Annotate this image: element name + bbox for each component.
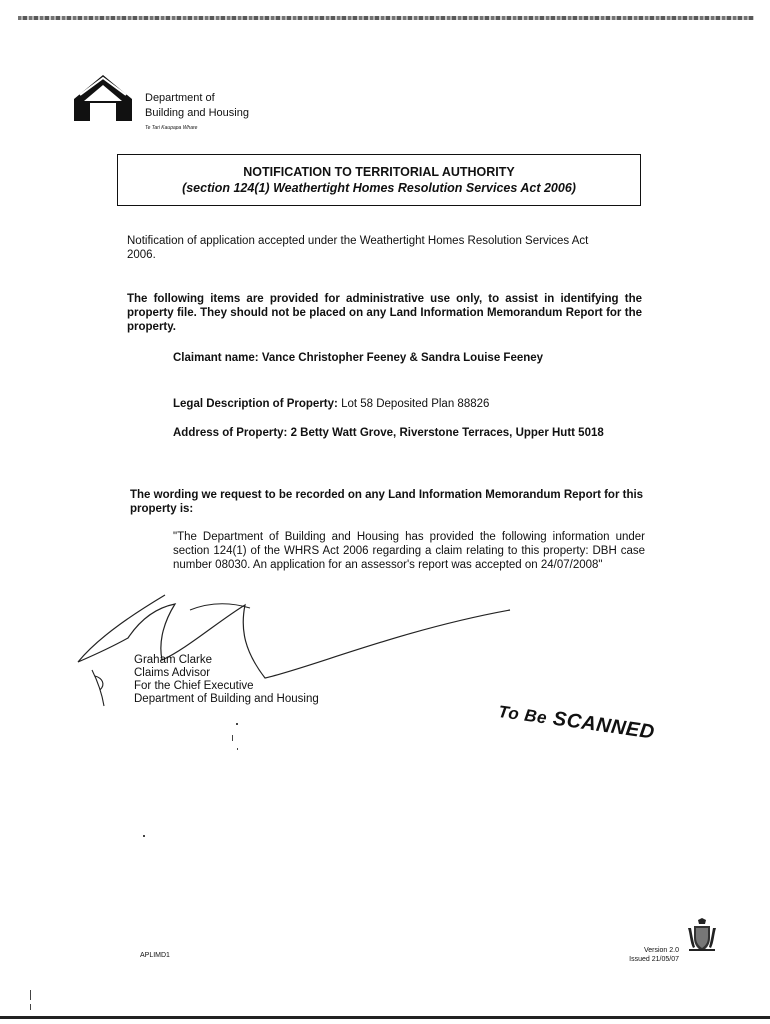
scan-bottom-edge (0, 1016, 770, 1019)
address-label: Address of Property: (173, 427, 288, 439)
notification-title: NOTIFICATION TO TERRITORIAL AUTHORITY (243, 165, 515, 179)
notification-subtitle: (section 124(1) Weathertight Homes Resolution Services Act 2006) (182, 181, 576, 195)
address-value: 2 Betty Watt Grove, Riverstone Terraces, Upper Hutt 5018 (290, 427, 604, 439)
version-label: Version 2.0 (643, 947, 679, 954)
legal-description-line (173, 397, 643, 411)
signatory-department: Department of Building and Housing (134, 693, 319, 705)
wording-request-paragraph: The wording we request to be recorded on any Land Information Memorandum Report for this property is: (130, 489, 644, 515)
signatory-block (134, 654, 434, 706)
signatory-name: Graham Clarke (134, 654, 212, 666)
form-code: APLIMD1 (140, 952, 170, 959)
legal-description-label: Legal Description of Property: (173, 398, 338, 410)
issued-date: Issued 21/05/07 (629, 956, 679, 963)
signatory-for-line: For the Chief Executive (134, 680, 254, 692)
scan-top-edge (18, 16, 754, 20)
claimant-value: Vance Christopher Feeney & Sandra Louise Feeney (261, 352, 544, 364)
notification-title-box (117, 154, 641, 206)
house-roof-logo-icon (72, 73, 134, 123)
legal-description-value: Lot 58 Deposited Plan 88826 (341, 398, 490, 410)
signatory-role: Claims Advisor (134, 667, 211, 679)
department-name (145, 91, 249, 121)
stamp-to-be: To Be (497, 701, 549, 728)
department-maori-name: Te Tari Kaupapa Whare (145, 125, 198, 131)
lim-wording-quote: "The Department of Building and Housing has provided the following information under section 124(1) of the WHRS Act 2006 regarding a claim relating to this property: DBH case number 08030. An application for an assessor's report was accepted on 24/07/2008" (173, 531, 645, 571)
to-be-scanned-stamp (497, 700, 656, 745)
claimant-line (173, 351, 643, 365)
version-info (604, 946, 679, 964)
intro-paragraph: Notification of application accepted under the Weathertight Homes Resolution Services Act 2006. (127, 235, 589, 261)
address-line (173, 426, 645, 440)
department-name-line1: Department of (145, 92, 215, 104)
claimant-label: Claimant name: (173, 352, 259, 364)
department-name-line2: Building and Housing (145, 107, 249, 119)
admin-note-paragraph: The following items are provided for administrative use only, to assist in identifying the property file. They should not be placed on any Land Information Memorandum Report for the property. (127, 293, 642, 333)
stamp-scanned: SCANNED (551, 707, 657, 744)
coat-of-arms-icon (686, 918, 718, 952)
